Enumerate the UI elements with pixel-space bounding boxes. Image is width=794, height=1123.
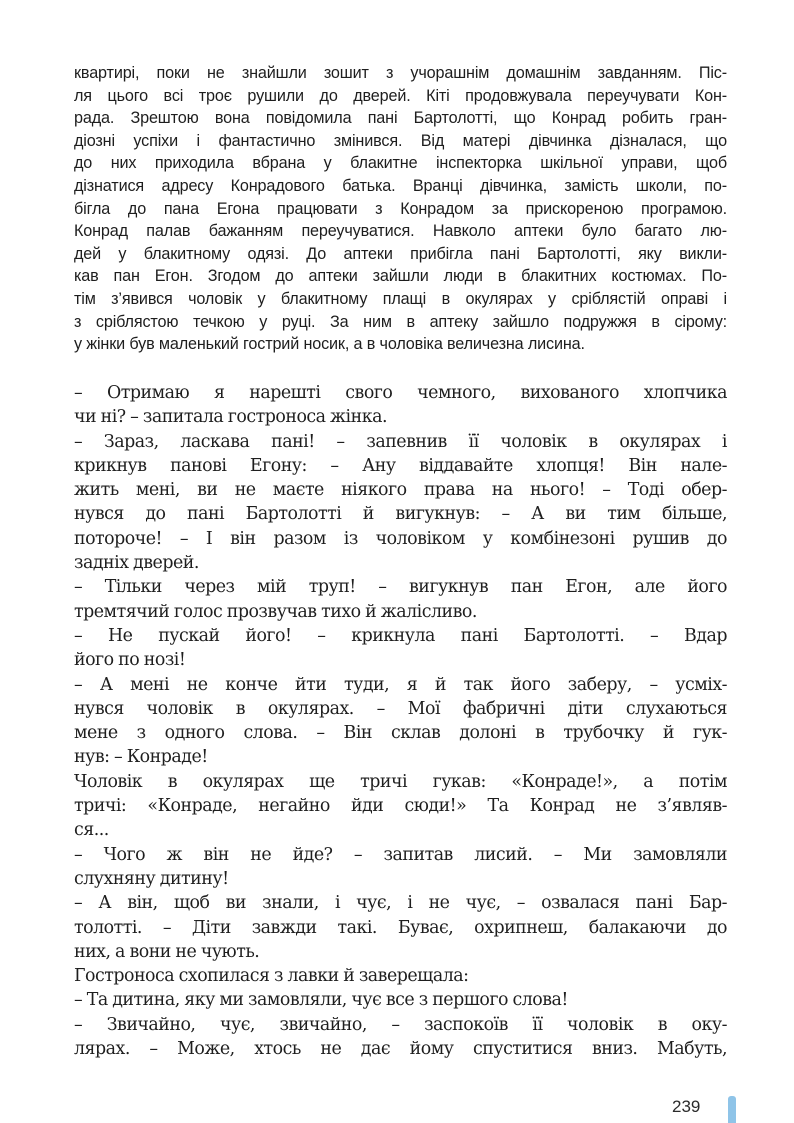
story-line: нувся до пані Бартолотті й вигукнув: – А ви тим більше,: [74, 504, 727, 525]
summary-paragraph: [74, 62, 727, 356]
story-line: нув: – Конраде!: [74, 747, 208, 768]
story-line: тричі: «Конраде, негайно йди сюди!» Та Конрад не з’являв-: [74, 796, 727, 817]
summary-line: дей у блакитному одязі. До аптеки прибігла пані Бартолотті, яку викли-: [74, 244, 727, 263]
summary-line: Конрад палав бажанням переучуватися. Навколо аптеки було багато лю-: [74, 222, 727, 241]
summary-line: квартирі, поки не знайшли зошит з учорашнім домашнім завданням. Піс-: [74, 64, 727, 82]
story-line: тремтячий голос прозвучав тихо й жалісливо.: [74, 601, 477, 622]
summary-line: бігла до пана Егона працювати з Конрадом за прискореною програмою.: [74, 199, 727, 218]
story-line: – Не пускай його! – крикнула пані Бартолотті. – Вдар: [74, 625, 727, 646]
story-line: потороче! – І він разом із чоловіком у комбінезоні рушив до: [74, 528, 727, 549]
story-line: ся...: [74, 820, 109, 841]
summary-line: дізнатися адресу Конрадового батька. Вранці дівчинка, замість школи, по-: [74, 176, 727, 195]
story-line: – Отримаю я нарешті свого чемного, вихованого хлопчика: [74, 383, 727, 403]
story-line: – Та дитина, яку ми замовляли, чує все з першого слова!: [74, 990, 568, 1011]
story-line: слухняну дитину!: [74, 868, 229, 889]
story-line: лярах. – Може, хтось не дає йому спуститися вниз. Мабуть,: [74, 1039, 727, 1060]
story-line: них, а вони не чують.: [74, 941, 260, 962]
story-line: – Чого ж він не йде? – запитав лисий. – Ми замовляли: [74, 844, 727, 865]
story-line: нувся чоловік в окулярах. – Мої фабричні діти слухаються: [74, 698, 727, 719]
story-line: – Зараз, ласкава пані! – запевнив її чоловік в окулярах і: [74, 431, 727, 452]
story-line: толотті. – Діти завжди такі. Буває, охрипнеш, балакаючи до: [74, 917, 727, 938]
story-line: Гостроноса схопилася з лавки й заверещала:: [74, 966, 469, 987]
story-line: – Тільки через мій труп! – вигукнув пан Егон, але його: [74, 577, 727, 598]
story-line: мене з одного слова. – Він склав долоні в трубочку й гук-: [74, 723, 727, 744]
story-line: – Звичайно, чує, звичайно, – заспокоїв її чоловік в оку-: [74, 1014, 727, 1035]
summary-line: тім з’явився чоловік у блакитному плащі в окулярах у сріблястій оправі і: [74, 289, 727, 308]
summary-line: рада. Зрештою вона повідомила пані Бартолотті, що Конрад робить гран-: [74, 109, 727, 128]
summary-line: у жінки був маленький гострий носик, а в чоловіка величезна лисина.: [74, 335, 585, 354]
summary-line: діозні успіхи і фантастично змінився. Від матері дівчинка дізналася, що: [74, 131, 727, 150]
page-number: 239: [672, 1097, 701, 1116]
summary-line: до них приходила вбрана у блакитне інспекторка шкільної управи, щоб: [74, 154, 727, 173]
story-line: – А мені не конче йти туди, я й так його заберу, – усміх-: [74, 674, 727, 695]
page-edge-tab: [728, 1096, 736, 1123]
summary-line: з сріблястою течкою у руці. За ним в аптеку зайшло подружжя в сірому:: [74, 312, 727, 331]
summary-line: ля цього всі троє рушили до дверей. Кіті продовжувала переучувати Кон-: [74, 86, 727, 105]
story-line: крикнув панові Егону: – Ану віддавайте хлопця! Він нале-: [74, 455, 727, 476]
story-line: його по нозі!: [74, 650, 186, 671]
story-line: Чоловік в окулярах ще тричі гукав: «Конраде!», а потім: [74, 771, 727, 792]
summary-line: кав пан Егон. Згодом до аптеки зайшли люди в блакитних костюмах. По-: [74, 267, 727, 286]
story-text: [74, 381, 727, 1061]
story-line: задніх дверей.: [74, 553, 199, 574]
story-line: жить мені, ви не маєте ніякого права на нього! – Тоді обер-: [74, 480, 727, 501]
story-line: – А він, щоб ви знали, і чує, і не чує, – озвалася пані Бар-: [74, 893, 727, 914]
story-line: чи ні? – запитала гостроноса жінка.: [74, 407, 387, 428]
